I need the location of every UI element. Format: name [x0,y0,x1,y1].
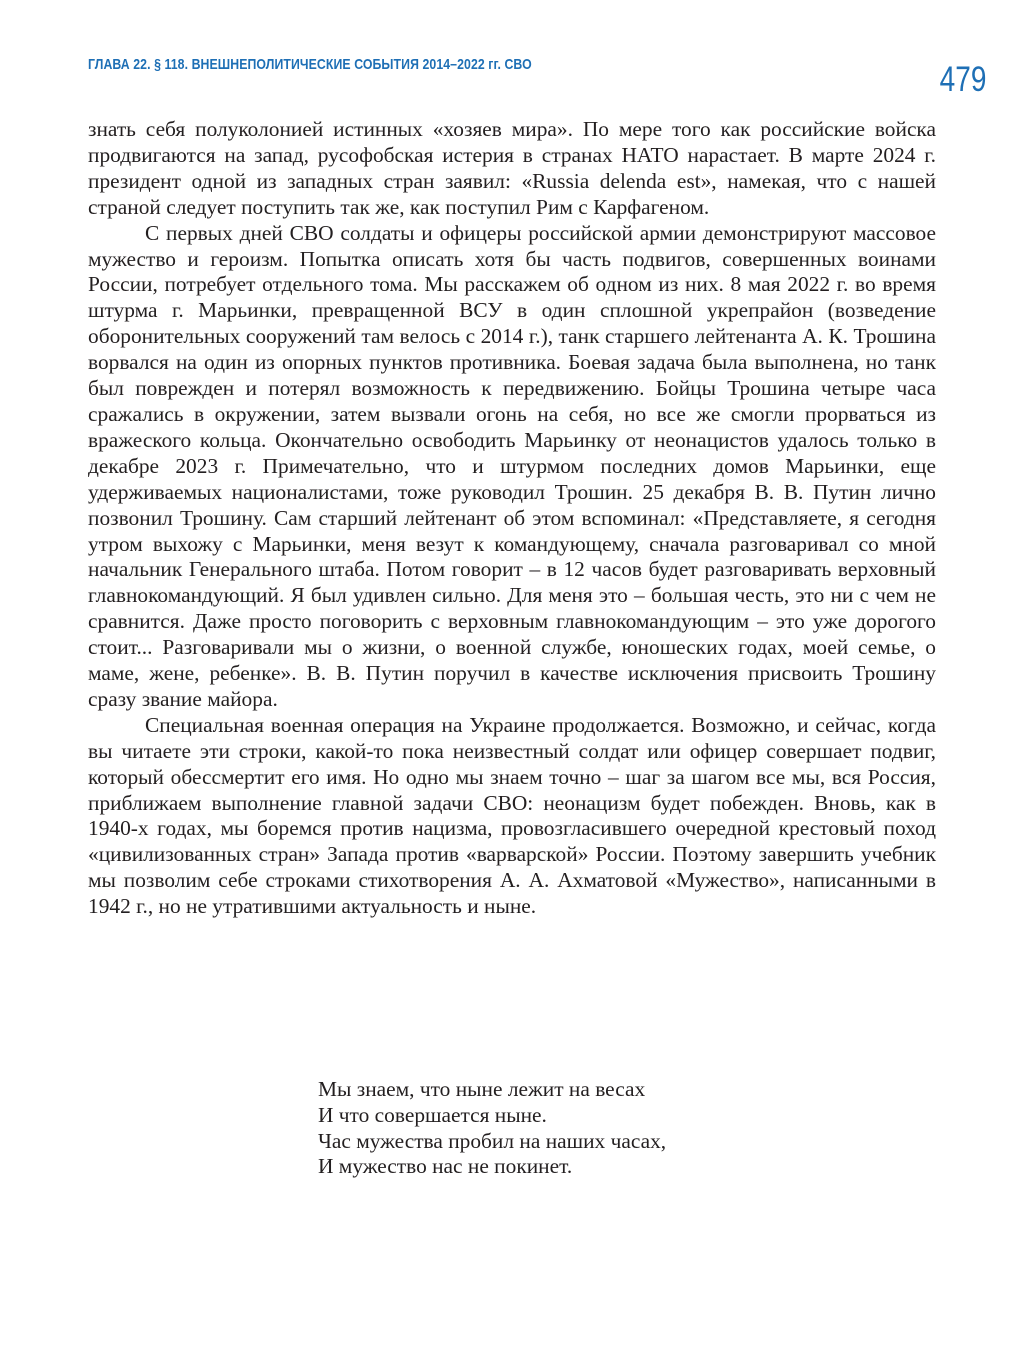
paragraph-continuation: знать себя полуколонией истинных «хозяев мира». По мере того как российские войска продвигаются на запад, русофобская истерия в странах НАТО нарастает. В марте 2024 г. президент одной из западных стран заявил: «Russia delenda est», намекая, что с нашей страной следует поступить так же, как поступил Рим с Карфагеном. [88,117,936,219]
page-number: 479 [939,60,986,99]
poem-line: Мы знаем, что ныне лежит на весах [318,1077,646,1101]
running-head: ГЛАВА 22. § 118. ВНЕШНЕПОЛИТИЧЕСКИЕ СОБЫТИЯ 2014–2022 гг. СВО [88,56,532,73]
paragraph-conclusion: Специальная военная операция на Украине продолжается. Возможно, и сейчас, когда вы читаете эти строки, какой-то пока неизвестный солдат или офицер совершает подвиг, который обессмертит его имя. Но одно мы знаем точно – шаг за шагом все мы, вся Россия, приближаем выполнение главной задачи СВО: неонацизм будет побежден. Вновь, как в 1940-х годах, мы боремся против нацизма, провозгласившего очередной крестовый поход «цивилизованных стран» Запада против «варварской» России. Поэтому завершить учебник мы позволим себе строками стихотворения А. А. Ахматовой «Мужество», написанными в 1942 г., но не утратившими актуальность и ныне. [88,712,936,919]
paragraph-heroism: С первых дней СВО солдаты и офицеры российской армии демонстрируют массовое мужество и героизм. Попытка описать хотя бы часть подвигов, совершенных воинами России, потребует отдельного тома. Мы расскажем об одном из них. 8 мая 2022 г. во время штурма г. Марьинки, превращенной ВСУ в один сплошной укрепрайон (возведение оборонительных сооружений там велось с 2014 г.), танк старшего лейтенанта А. К. Трошина ворвался на один из опорных пунктов противника. Боевая задача была выполнена, но танк был поврежден и потерял возможность к передвижению. Бойцы Трошина четыре часа сражались в окружении, затем вызвали огонь на себя, но все же смогли прорваться из вражеского кольца. Окончательно освободить Марьинку от неонацистов удалось только в декабре 2023 г. Примечательно, что и штурмом последних домов Марьинки, еще удерживаемых националистами, тоже руководил Трошин. 25 декабря В. В. Путин лично позвонил Трошину. Сам старший лейтенант об этом вспоминал: «Представляете, я сегодня утром выхожу с Марьинки, меня везут к командующему, сначала разговаривал со мной начальник Генерального штаба. Потом говорит – в 12 часов будет разговаривать верховный главнокомандующий. Я был удивлен сильно. Для меня это – большая честь, это ни с чем не сравнится. Даже просто поговорить с верховным главнокомандующим – это уже дорогого стоит... Разговаривали мы о жизни, о военной службе, юношеских годах, моей семье, о маме, жене, ребенке». В. В. Путин поручил в качестве исключения присвоить Трошину сразу звание майора. [88,220,936,711]
poem-line: Час мужества пробил на наших часах, [318,1128,667,1153]
poem-line: И мужество нас не покинет. [318,1154,573,1179]
poem-line: И что совершается ныне. [318,1102,547,1127]
body-text [88,117,936,920]
poem-stanza [318,1077,666,1180]
